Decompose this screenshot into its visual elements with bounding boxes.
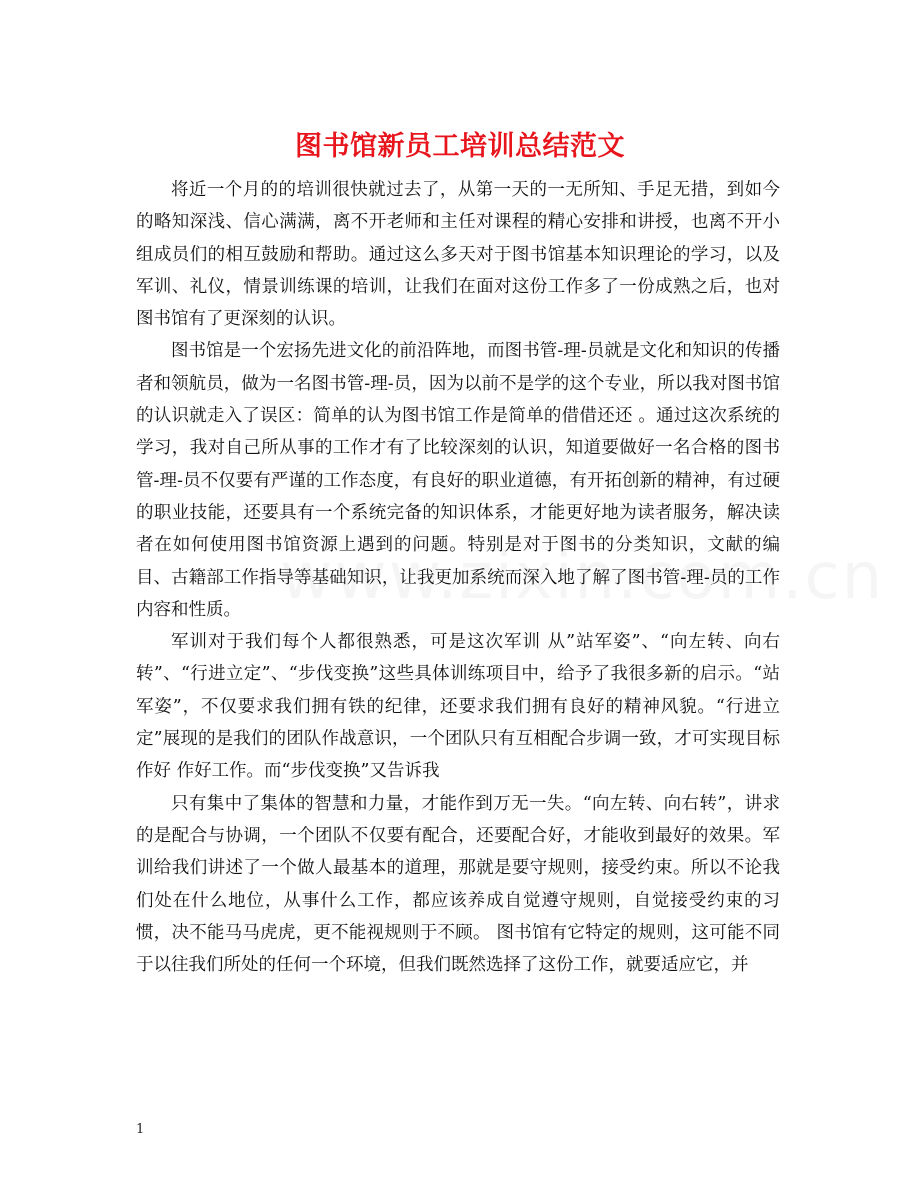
document-title: 图书馆新员工培训总结范文 [295,131,625,162]
page-number: 1 [136,1122,145,1137]
paragraph-3: 军训对于我们每个人都很熟悉，可是这次军训 从”站军姿”、“向左转、向右转”、“行进立定”、“步伐变换”这些具体训练项目中，给予了我很多新的启示。“站军姿”，不仅要求我们拥有铁的纪律，还要求我们拥有良好的精神风貌。“行进立定”展现的是我们的团队作战意识，一个团队只有互相配合步调一致，才可实现目标作好 作好工作。而“步伐变换”又告诉我 [136,632,780,782]
paragraph-1: 将近一个月的的培训很快就过去了，从第一天的一无所知、手足无措，到如今的略知深浅、信心满满，离不开老师和主任对课程的精心安排和讲授，也离不开小组成员们的相互鼓励和帮助。通过这么多天对于图书馆基本知识理论的学习，以及军训、礼仪，情景训练课的培训，让我们在面对这份工作多了一份成熟之后，也对图书馆有了更深刻的认识。 [136,180,780,330]
document-body [136,174,780,981]
paragraph-2: 图书馆是一个宏扬先进文化的前沿阵地，而图书管-理-员就是文化和知识的传播者和领航员，做为一名图书管-理-员，因为以前不是学的这个专业，所以我对图书馆的认识就走入了误区：简单的认为图书馆工作是简单的借借还还 。通过这次系统的学习，我对自己所从事的工作才有了比较深刻的认识，知道要做好一名合格的图书管-理-员不仅要有严谨的工作态度，有良好的职业道德，有开拓创新的精神，有过硬的职业技能，还要具有一个系统完备的知识体系，才能更好地为读者服务，解决读者在如何使用图书馆资源上遇到的问题。特别是对于图书的分类知识，文献的编目、古籍部工作指导等基础知识，让我更加系统而深入地了解了图书管-理-员的工作内容和性质。 [136,341,780,620]
paragraph-4: 只有集中了集体的智慧和力量，才能作到万无一失。“向左转、向右转”，讲求的是配合与协调，一个团队不仅要有配合，还要配合好，才能收到最好的效果。军训给我们讲述了一个做人最基本的道理，那就是要守规则，接受约束。所以不论我们处在什么地位，从事什么工作，都应该养成自觉遵守规则，自觉接受约束的习惯，决不能马马虎虎，更不能视规则于不顾。 图书馆有它特定的规则，这可能不同于以往我们所处的任何一个环境，但我们既然选择了这份工作，就要适应它，并 [136,793,780,976]
